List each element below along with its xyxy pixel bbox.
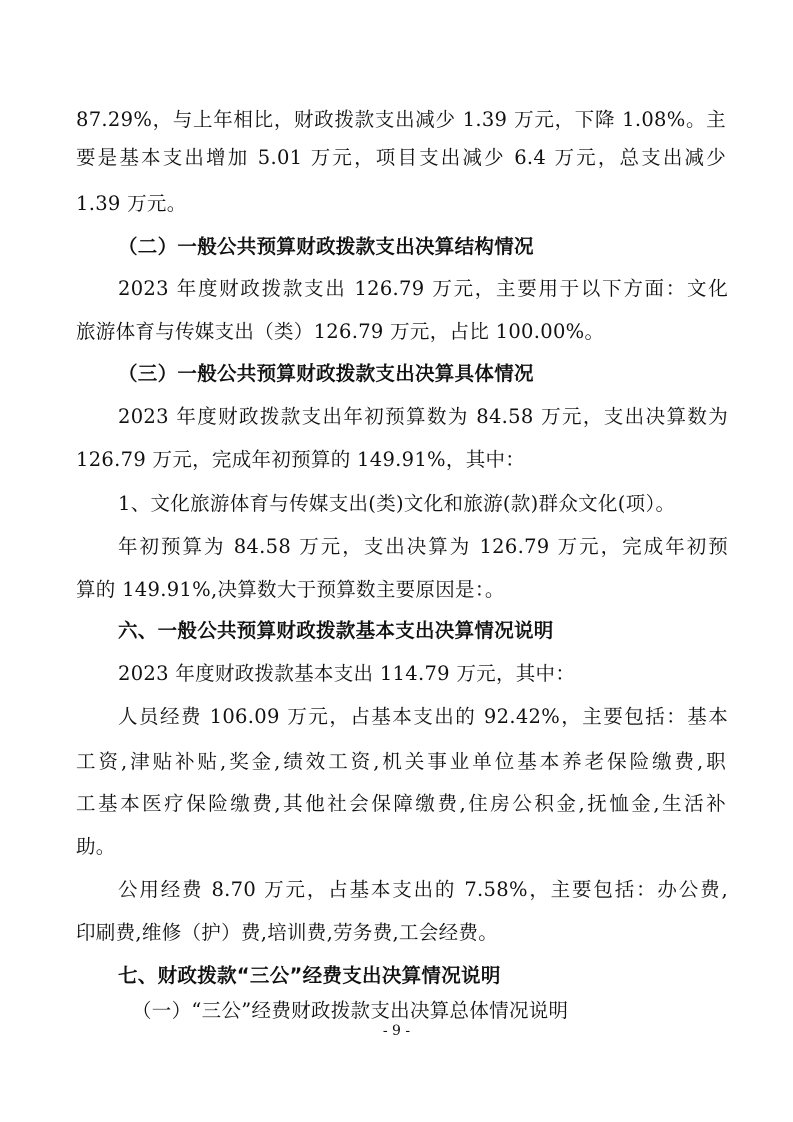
paragraph-line: 2023 年度财政拨款基本支出 114.79 万元，其中： bbox=[118, 662, 576, 685]
paragraph-line: 1.39 万元。 bbox=[76, 192, 187, 215]
section-heading: （二）一般公共预算财政拨款支出决算结构情况 bbox=[118, 235, 534, 258]
paragraph-line: 87.29%，与上年相比，财政拨款支出减少 1.39 万元，下降 1.08%。主 bbox=[76, 108, 726, 131]
paragraph-line: 年初预算为 84.58 万元，支出决算为 126.79 万元，完成年初预 bbox=[118, 535, 728, 558]
paragraph-line: 印刷费,维修（护）费,培训费,劳务费,工会经费。 bbox=[76, 921, 498, 944]
paragraph-line: 工资,津贴补贴,奖金,绩效工资,机关事业单位基本养老保险缴费,职 bbox=[76, 750, 726, 773]
paragraph-line: 1、文化旅游体育与传媒支出(类)文化和旅游(款)群众文化(项）。 bbox=[118, 492, 676, 515]
paragraph-line: 要是基本支出增加 5.01 万元，项目支出减少 6.4 万元，总支出减少 bbox=[76, 146, 726, 169]
page-number: - 9 - bbox=[382, 1023, 411, 1039]
paragraph-line: 工基本医疗保险缴费,其他社会保障缴费,住房公积金,抚恤金,生活补 bbox=[76, 792, 726, 815]
paragraph-line: 旅游体育与传媒支出（类）126.79 万元，占比 100.00%。 bbox=[76, 320, 605, 343]
section-heading: 六、一般公共预算财政拨款基本支出决算情况说明 bbox=[118, 619, 554, 642]
paragraph-line: 助。 bbox=[76, 835, 116, 858]
paragraph-line: 2023 年度财政拨款支出年初预算数为 84.58 万元，支出决算数为 bbox=[118, 405, 728, 428]
paragraph-line: 公用经费 8.70 万元，占基本支出的 7.58%，主要包括：办公费, bbox=[118, 878, 728, 901]
paragraph-line: 126.79 万元，完成年初预算的 149.91%，其中： bbox=[76, 448, 526, 471]
paragraph-line: 算的 149.91%,决算数大于预算数主要原因是：。 bbox=[76, 578, 505, 601]
paragraph-line: 2023 年度财政拨款支出 126.79 万元，主要用于以下方面：文化 bbox=[118, 277, 728, 300]
subsection-heading: （一）“三公”经费财政拨款支出决算总体情况说明 bbox=[132, 999, 569, 1022]
paragraph-line: 人员经费 106.09 万元，占基本支出的 92.42%，主要包括：基本 bbox=[118, 705, 728, 728]
section-heading: （三）一般公共预算财政拨款支出决算具体情况 bbox=[118, 362, 534, 385]
section-heading: 七、财政拨款“三公”经费支出决算情况说明 bbox=[118, 964, 501, 987]
